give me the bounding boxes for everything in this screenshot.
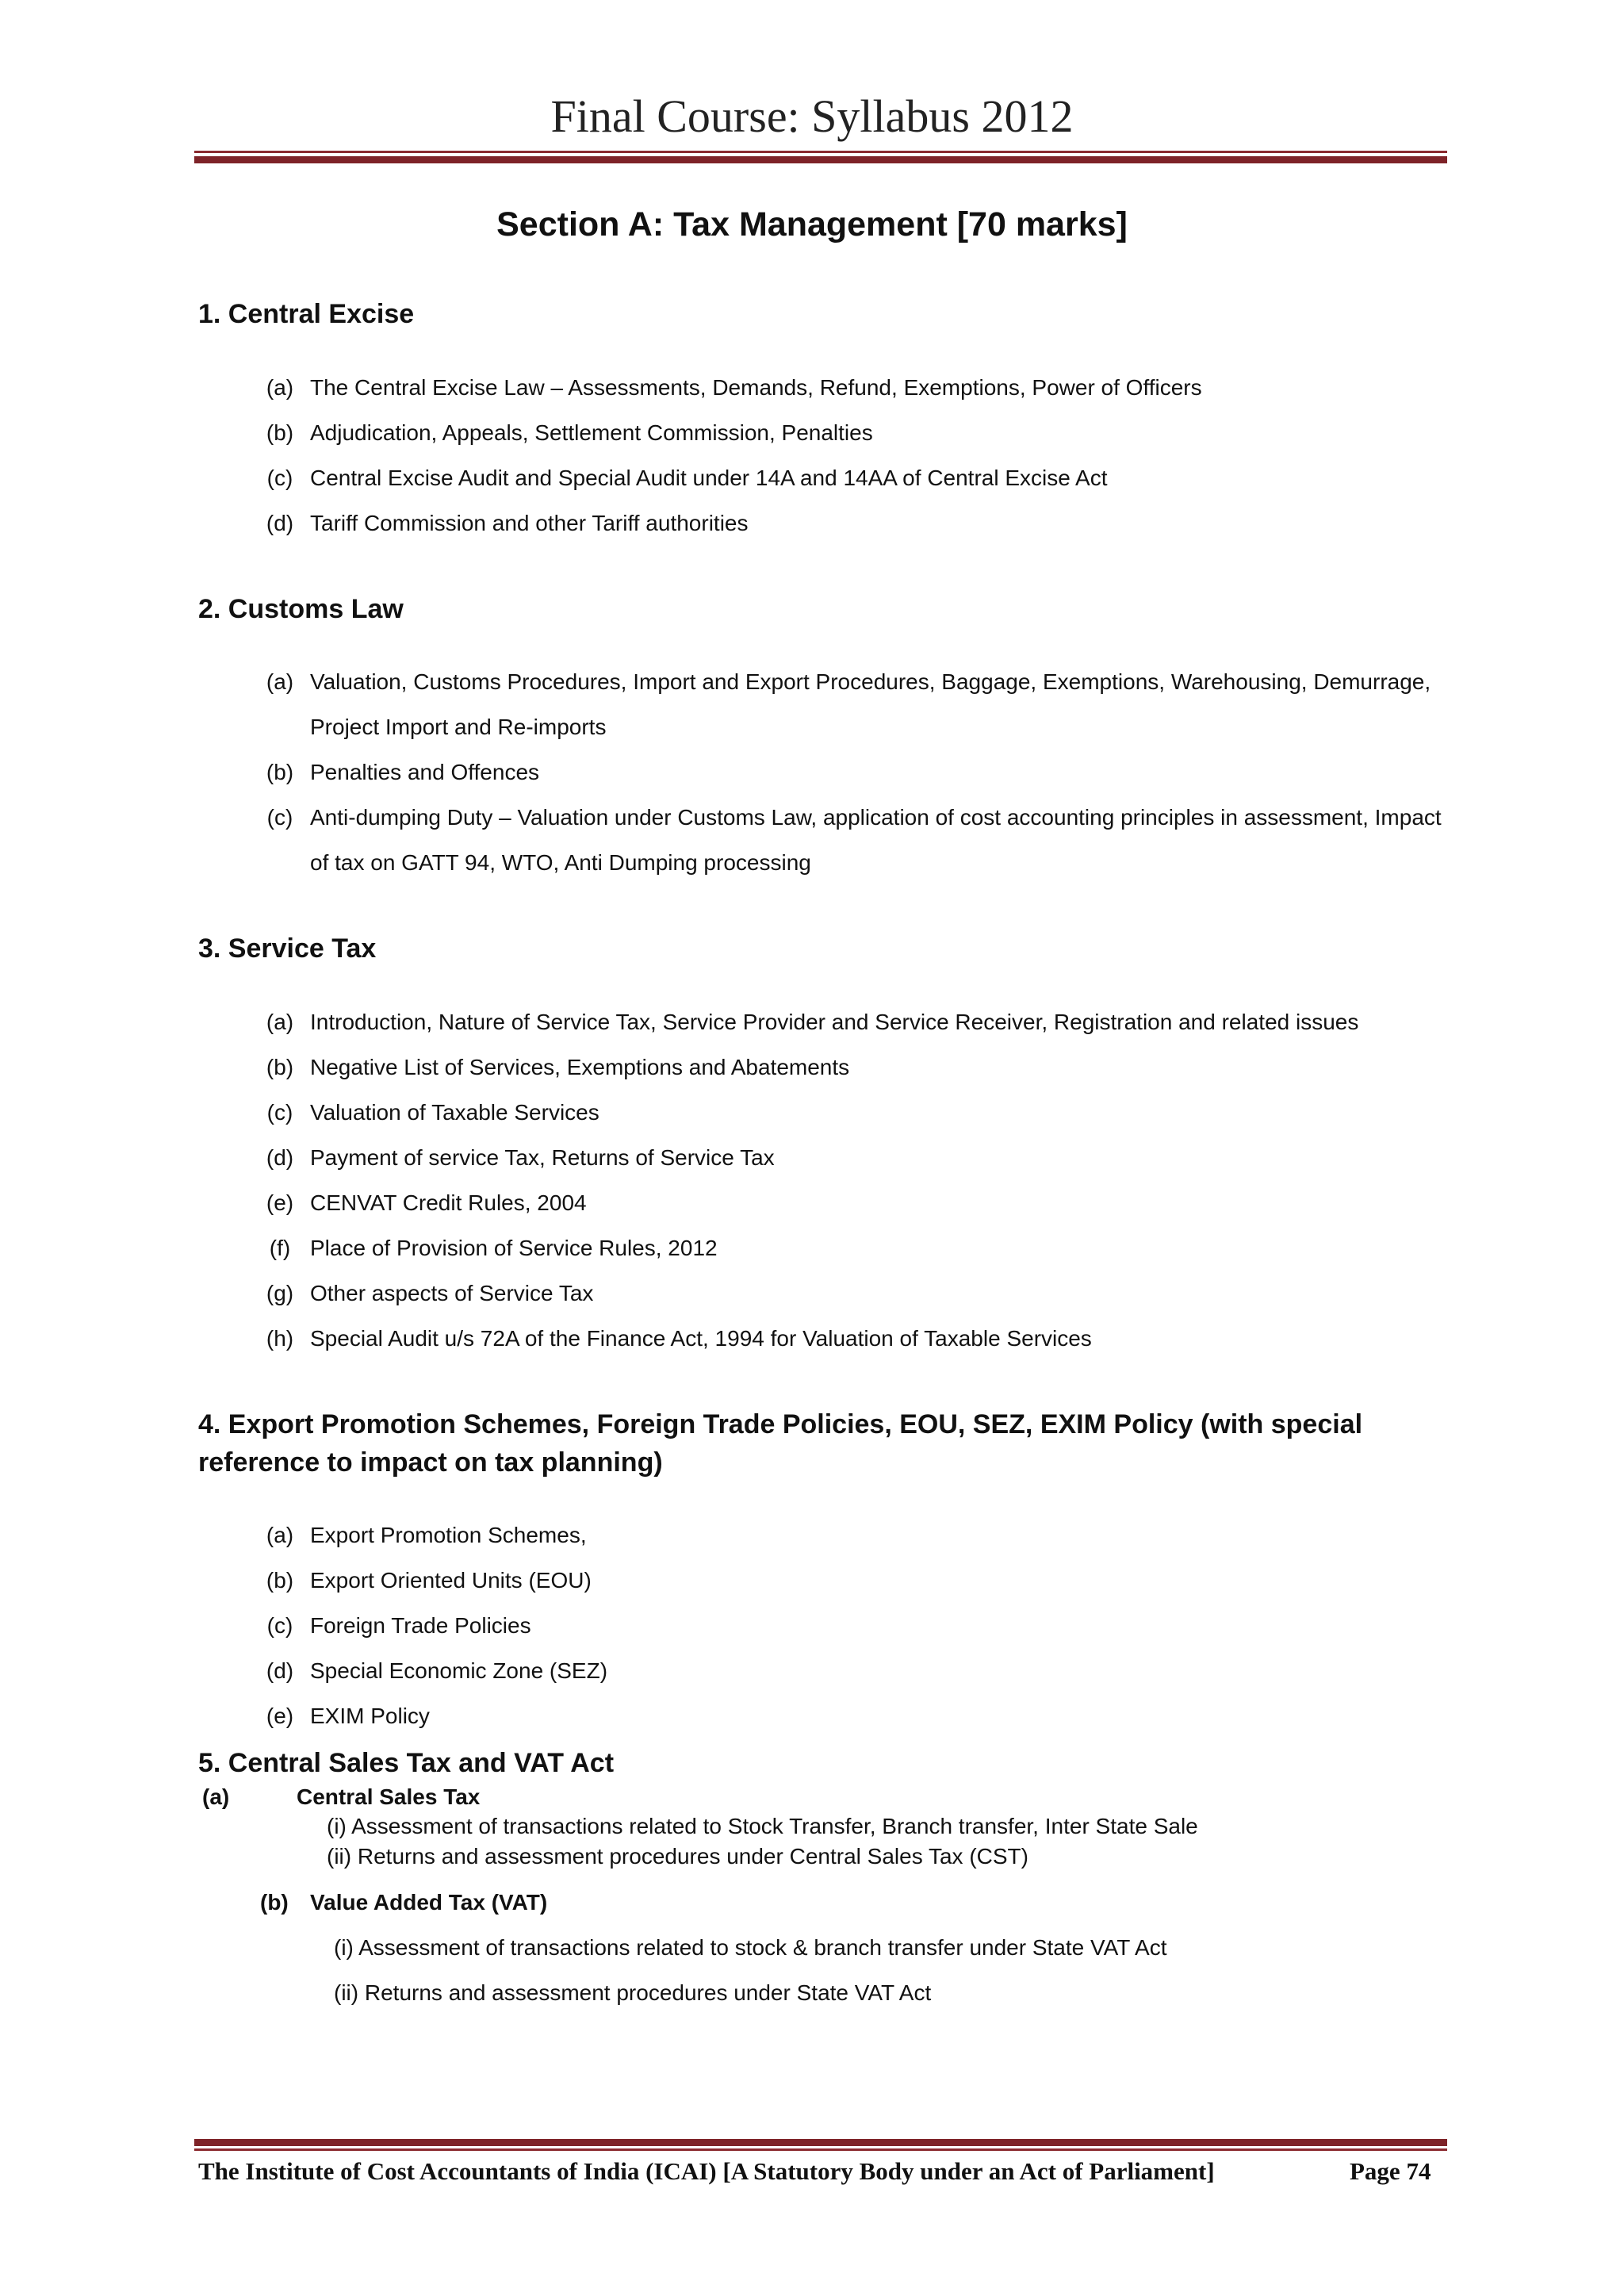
heading-export-promotion: 4. Export Promotion Schemes, Foreign Trade Policies, EOU, SEZ, EXIM Policy (with special <box>198 1409 1363 1439</box>
subsection-b-title: Value Added Tax (VAT) <box>310 1890 548 1915</box>
item-label: (c) <box>266 1100 293 1125</box>
item-text: Central Excise Audit and Special Audit under 14A and 14AA of Central Excise Act <box>310 466 1108 490</box>
footer-rule-thin <box>194 2148 1447 2151</box>
list-item <box>258 1693 1448 1738</box>
item-label: (c) <box>266 805 293 830</box>
list-item <box>258 749 1448 795</box>
item-label: (b) <box>266 1055 294 1079</box>
item-text: Foreign Trade Policies <box>310 1613 531 1638</box>
subsection-a-title: Central Sales Tax <box>297 1784 481 1809</box>
list-item <box>258 1558 1448 1603</box>
list-item <box>258 1135 1448 1180</box>
item-label: (e) <box>266 1190 294 1215</box>
list-item <box>258 1090 1448 1135</box>
item-text: EXIM Policy <box>310 1704 430 1728</box>
item-label: (b) <box>266 1568 294 1593</box>
item-text: Anti-dumping Duty – Valuation under Customs Law, application of cost accounting principles in assessment, Impact of tax on GATT 94, WTO, Anti Dumping processing <box>310 805 1442 875</box>
item-text: Special Economic Zone (SEZ) <box>310 1658 608 1683</box>
subsection-a-label: (a) <box>202 1784 230 1809</box>
item-text: Negative List of Services, Exemptions and Abatements <box>310 1055 850 1079</box>
list-item <box>258 1648 1448 1693</box>
item-label: (b) <box>266 760 294 784</box>
item-label: (a) <box>266 1523 294 1547</box>
item-text: Special Audit u/s 72A of the Finance Act, 1994 for Valuation of Taxable Services <box>310 1326 1092 1351</box>
list-item <box>258 365 1448 410</box>
item-text: Adjudication, Appeals, Settlement Commission, Penalties <box>310 420 873 445</box>
page-header-title: Final Course: Syllabus 2012 <box>550 90 1074 142</box>
item-text: Place of Provision of Service Rules, 2012 <box>310 1236 718 1260</box>
item-text: CENVAT Credit Rules, 2004 <box>310 1190 587 1215</box>
page-number: Page 74 <box>1350 2157 1431 2185</box>
item-label: (a) <box>266 669 294 694</box>
sub-item: (ii) Returns and assessment procedures under State VAT Act <box>334 1980 932 2005</box>
item-text: Penalties and Offences <box>310 760 540 784</box>
footer-rule-thick <box>194 2139 1447 2146</box>
item-label: (e) <box>266 1704 294 1728</box>
item-text: Other aspects of Service Tax <box>310 1281 594 1305</box>
item-text: Valuation, Customs Procedures, Import and Export Procedures, Baggage, Exemptions, Warehousing, Demurrage, Project Import and Re-imports <box>310 669 1431 739</box>
list-item <box>258 1512 1448 1558</box>
item-label: (a) <box>266 375 294 400</box>
sub-item: (ii) Returns and assessment procedures under Central Sales Tax (CST) <box>327 1844 1028 1869</box>
list-item <box>258 1603 1448 1648</box>
item-label: (d) <box>266 1658 294 1683</box>
item-label: (g) <box>266 1281 294 1305</box>
heading-central-sales-tax: 5. Central Sales Tax and VAT Act <box>198 1748 615 1778</box>
item-label: (c) <box>266 1613 293 1638</box>
list-item <box>258 455 1448 500</box>
item-text: Export Promotion Schemes, <box>310 1523 587 1547</box>
list-item <box>258 659 1448 749</box>
heading-customs-law: 2. Customs Law <box>198 594 404 624</box>
item-text: Tariff Commission and other Tariff authorities <box>310 511 749 535</box>
list-item <box>258 1316 1448 1361</box>
header-rule-thin <box>194 151 1447 153</box>
sub-item: (i) Assessment of transactions related to stock & branch transfer under State VAT Act <box>334 1935 1167 1960</box>
item-label: (c) <box>266 466 293 490</box>
item-text: The Central Excise Law – Assessments, Demands, Refund, Exemptions, Power of Officers <box>310 375 1202 400</box>
item-text: Payment of service Tax, Returns of Service Tax <box>310 1145 775 1170</box>
footer-institute: The Institute of Cost Accountants of India (ICAI) [A Statutory Body under an Act of Parliament] <box>198 2157 1215 2185</box>
heading-central-excise: 1. Central Excise <box>198 299 415 329</box>
list-item <box>258 410 1448 455</box>
list-item <box>258 1225 1448 1271</box>
list-item <box>258 999 1448 1045</box>
list-item <box>258 795 1448 885</box>
header-rule-thick <box>194 156 1447 163</box>
item-label: (f) <box>269 1236 291 1260</box>
list-item <box>258 1045 1448 1090</box>
list-item <box>258 500 1448 546</box>
list-item <box>258 1271 1448 1316</box>
list-item <box>258 1180 1448 1225</box>
heading-service-tax: 3. Service Tax <box>198 933 377 964</box>
item-text: Export Oriented Units (EOU) <box>310 1568 592 1593</box>
section-title: Section A: Tax Management [70 marks] <box>496 205 1128 243</box>
sub-item: (i) Assessment of transactions related to Stock Transfer, Branch transfer, Inter State Sale <box>327 1814 1198 1838</box>
item-text: Introduction, Nature of Service Tax, Service Provider and Service Receiver, Registration and related issues <box>310 1010 1359 1034</box>
item-label: (b) <box>266 420 294 445</box>
item-label: (a) <box>266 1010 294 1034</box>
heading-export-promotion-cont: reference to impact on tax planning) <box>198 1447 663 1478</box>
item-label: (h) <box>266 1326 294 1351</box>
item-label: (d) <box>266 511 294 535</box>
subsection-b-label: (b) <box>260 1890 289 1915</box>
item-label: (d) <box>266 1145 294 1170</box>
item-text: Valuation of Taxable Services <box>310 1100 599 1125</box>
